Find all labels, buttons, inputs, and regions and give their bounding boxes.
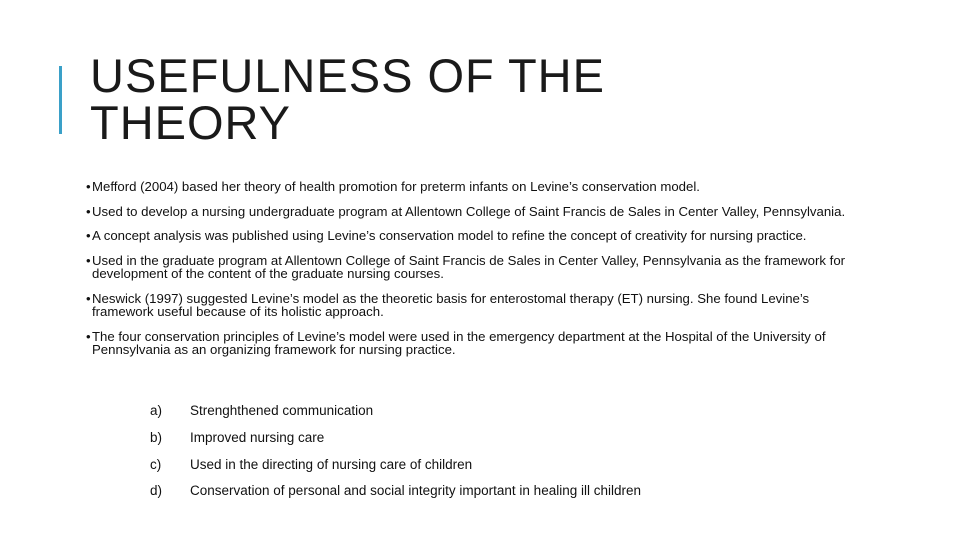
bullet-item [86, 205, 856, 219]
bullet-icon: • [86, 290, 91, 306]
title-accent-bar [59, 66, 62, 134]
bullet-list [86, 180, 856, 368]
bullet-item [86, 330, 856, 357]
bullet-icon: • [86, 252, 91, 268]
sub-list-item [150, 430, 641, 457]
bullet-icon: • [86, 203, 91, 219]
bullet-icon: • [86, 228, 91, 243]
bullet-text: Mefford (2004) based her theory of health promotion for preterm infants on Levine’s conservation model. [92, 179, 700, 194]
sub-list-item [150, 403, 641, 430]
sub-list-text: Improved nursing care [190, 429, 325, 445]
sub-list-letter: d) [150, 483, 163, 499]
bullet-item [86, 180, 856, 194]
bullet-item [86, 229, 856, 243]
slide-title-line-1: USEFULNESS OF THE [90, 49, 605, 102]
sub-list-text: Conservation of personal and social integrity important in healing ill children [190, 483, 641, 499]
sub-list-item [150, 483, 641, 510]
slide-title [90, 49, 910, 149]
bullet-text: A concept analysis was published using Levine’s conservation model to refine the concept of creativity for nursing practice. [92, 228, 807, 243]
sub-list-text: Strenghthened communication [190, 403, 374, 418]
bullet-text: Neswick (1997) suggested Levine’s model as the theoretic basis for enterostomal therapy (ET) nursing. She found Levine’s framework useful because of its holistic approach. [92, 290, 810, 319]
sub-list [150, 403, 641, 510]
bullet-item [86, 254, 856, 281]
bullet-icon: • [86, 328, 91, 344]
bullet-item [86, 292, 856, 319]
sub-list-text: Used in the directing of nursing care of children [190, 456, 473, 472]
slide-title-line-2: THEORY [90, 96, 291, 149]
sub-list-letter: c) [150, 456, 162, 472]
bullet-icon: • [86, 179, 91, 194]
bullet-text: The four conservation principles of Levine’s model were used in the emergency department at the Hospital of the University of Pennsylvania as an organizing framework for nursing practice. [92, 328, 826, 357]
bullet-text: Used to develop a nursing undergraduate program at Allentown College of Saint Francis de Sales in Center Valley, Pennsylvania. [92, 203, 846, 219]
sub-list-letter: a) [150, 403, 163, 418]
sub-list-letter: b) [150, 429, 163, 445]
bullet-text: Used in the graduate program at Allentown College of Saint Francis de Sales in Center Valley, Pennsylvania as the framework for development of the content of the graduate nursing courses. [92, 252, 846, 281]
sub-list-item [150, 457, 641, 484]
